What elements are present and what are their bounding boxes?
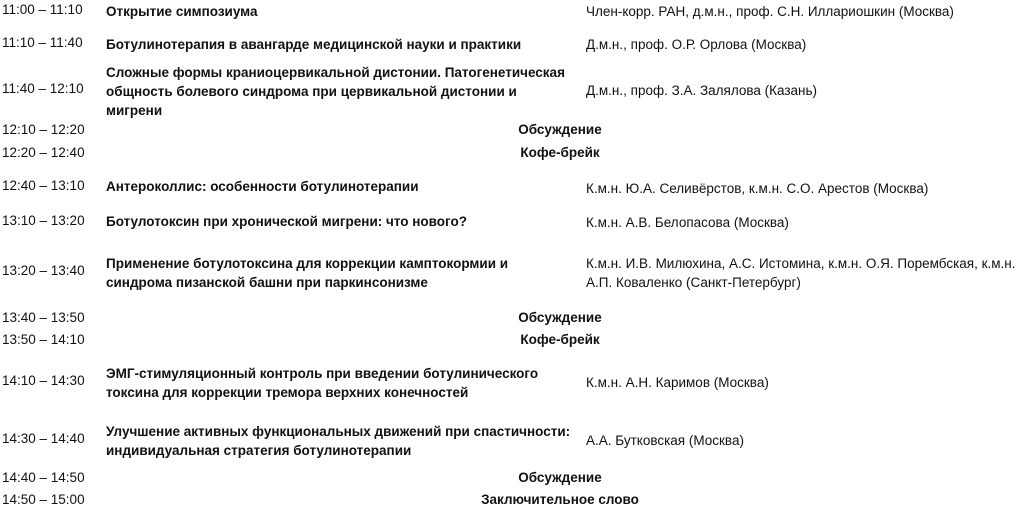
talk-title: Ботулинотерапия в авангарде медицинской науки и практики xyxy=(106,37,522,52)
speaker: Д.м.н., проф. О.Р. Орлова (Москва) xyxy=(586,37,807,52)
session-label: Кофе-брейк xyxy=(520,332,600,347)
talk-title: Применение ботулотоксина для коррекции камптокормии и синдрома пизанской башни при паркинсонизме xyxy=(106,256,509,290)
time-slot: 11:40 – 12:10 xyxy=(2,81,84,96)
session-label: Кофе-брейк xyxy=(520,145,600,160)
speaker: А.А. Бутковская (Москва) xyxy=(586,433,744,448)
time-slot: 13:40 – 13:50 xyxy=(2,310,85,325)
talk-title: Антероколлис: особенности ботулинотерапии xyxy=(106,179,419,194)
session-label: Обсуждение xyxy=(518,122,602,137)
time-slot: 13:20 – 13:40 xyxy=(2,263,85,278)
talk-title: Ботулотоксин при хронической мигрени: что нового? xyxy=(106,214,467,229)
time-slot: 12:20 – 12:40 xyxy=(2,145,85,160)
time-slot: 14:50 – 15:00 xyxy=(2,492,85,507)
speaker: К.м.н. А.Н. Каримов (Москва) xyxy=(586,375,769,390)
time-slot: 14:30 – 14:40 xyxy=(2,431,85,446)
time-slot: 13:10 – 13:20 xyxy=(2,213,85,228)
time-slot: 12:10 – 12:20 xyxy=(2,122,85,137)
session-label: Обсуждение xyxy=(518,470,602,485)
talk-title: ЭМГ-стимуляционный контроль при введении ботулинического токсина для коррекции тремора верхних конечностей xyxy=(106,366,539,400)
session-label: Заключительное слово xyxy=(481,492,639,507)
time-slot: 14:10 – 14:30 xyxy=(2,373,85,388)
speaker: К.м.н. И.В. Милюхина, А.С. Истомина, к.м.н. О.Я. Порембская, к.м.н. А.П. Коваленко (Санкт-Петербург) xyxy=(586,256,1016,290)
time-slot: 12:40 – 13:10 xyxy=(2,178,85,193)
talk-title: Открытие симпозиума xyxy=(106,4,258,19)
time-slot: 11:10 – 11:40 xyxy=(2,35,83,50)
speaker: К.м.н. А.В. Белопасова (Москва) xyxy=(586,215,789,230)
time-slot: 14:40 – 14:50 xyxy=(2,470,85,485)
speaker: К.м.н. Ю.А. Селивёрстов, к.м.н. С.О. Арестов (Москва) xyxy=(586,181,929,196)
talk-title: Сложные формы краниоцервикальной дистонии. Патогенетическая общность болевого синдрома при цервикальной дистонии и мигрени xyxy=(106,65,565,118)
speaker: Д.м.н., проф. З.А. Залялова (Казань) xyxy=(586,83,818,98)
talk-title: Улучшение активных функциональных движений при спастичности: индивидуальная стратегия ботулинотерапии xyxy=(106,424,571,458)
time-slot: 13:50 – 14:10 xyxy=(2,332,85,347)
session-label: Обсуждение xyxy=(518,310,602,325)
time-slot: 11:00 – 11:10 xyxy=(2,2,83,17)
speaker: Член-корр. РАН, д.м.н., проф. С.Н. Иллариошкин (Москва) xyxy=(586,4,954,19)
